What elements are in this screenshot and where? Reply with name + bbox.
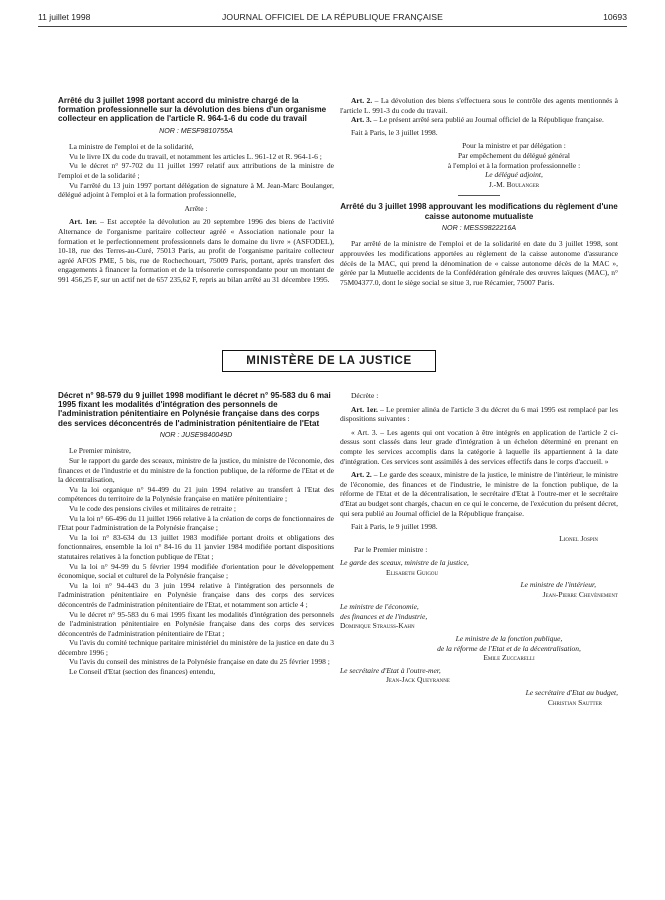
signatory-role: Le ministre de l'économie, [340,602,419,612]
nor-reference [340,224,618,234]
signatory-role: Le secrétaire d'Etat au budget, [525,688,618,698]
signature-budget [340,688,618,707]
fait-a-paris: Fait à Paris, le 9 juillet 1998. [351,522,438,532]
visa-paragraph: Vu la loi n° 83-634 du 13 juillet 1983 modifiée portant droits et obligations des fonctionnaires, ensemble la loi n° 84-16 du 11 janvier 1984 modifiée portant dispositions statutaires relatives à la fonction publique de l'Etat ; [58,532,334,561]
header-page-number: 10693 [603,12,627,22]
signatory-role: Le secrétaire d'Etat à l'outre-mer, [340,665,441,675]
visa-paragraph: Le Conseil d'Etat (section des finances) entendu, [69,667,216,677]
section-divider [458,195,500,196]
nor-text: NOR : MESF9810755A [159,126,233,135]
signatory-name: J.-M. Boulanger [488,179,540,189]
visa-paragraph: Vu le décret n° 95-583 du 6 mai 1995 fixant les modalités d'intégration des personnels de l'administration pénitentiaire en Polynésie française dans des corps des services déconcentrés de l'administration pénitentiaire de l'Etat ; [58,609,334,638]
article-1 [340,405,618,424]
article-text: – La dévolution des biens s'effectuera sous le contrôle des agents mentionnés à l'article L. 991-3 du code du travail. [340,96,618,115]
article-label: Art. 1er. [69,217,97,227]
signature-block [340,141,618,189]
signature-interieur [340,580,618,599]
nor-text: NOR : MESS9822216A [441,223,517,232]
visa-paragraph: Vu l'avis du conseil des ministres de la Polynésie française en date du 25 février 1998 ; [69,657,330,667]
nor-text: NOR : JUSE9840049D [159,430,233,439]
nor-reference [58,127,334,137]
signature-economie [340,602,618,631]
arrete-dévolution-title: Arrêté du 3 juillet 1998 portant accord du ministre chargé de la formation professionnelle sur la dévolution des biens d'un organisme collecteur en application de l'article R. 964-1-6 du code du travail [58,96,327,124]
signature-line: à l'emploi et à la formation professionnelle : [447,160,581,170]
header-journal-title: JOURNAL OFFICIEL DE LA RÉPUBLIQUE FRANÇAISE [222,12,443,22]
signatory-role: Le garde des sceaux, ministre de la justice, [340,557,469,567]
visa-paragraph: Vu la loi n° 94-443 du 3 juin 1994 relative à l'intégration des personnels de l'administration pénitentiaire en Polynésie française dans des corps des services déconcentrés de l'administration pénitentiaire de l'Etat, et notamment son article 4 ; [58,580,334,609]
arrete-caisse-title: Arrêté du 3 juillet 1998 approuvant les modifications du règlement d'une caisse autonome mutualiste [340,202,618,221]
signatory-role: Le ministre de la fonction publique, [455,634,563,644]
visa-paragraph: Vu le décret n° 97-702 du 11 juillet 1997 relatif aux attributions de la ministre de l'emploi et de la solidarité ; [58,161,334,180]
ministry-heading-box: MINISTÈRE DE LA JUSTICE [222,350,436,372]
article-label: Art. 2. [351,96,373,105]
signatory-name: Christian Sautter [547,697,602,707]
visa-paragraph: Sur le rapport du garde des sceaux, ministre de la justice, du ministre de l'économie, des finances et de l'industrie et du ministre de la fonction publique, de la réforme de l'Etat et de la décentralisation, [58,456,334,485]
article-text: – Est acceptée la dévolution au 20 septembre 1996 des biens de l'activité Alternance de l'organisme paritaire collecteur agréé « Association nationale pour la formation et le perfectionnement professionnels dans le domaine du livre » (ASFODEL), 10-18, rue des Terres-au-Curé, 75013 Paris, au profit de l'organisme paritaire collecteur agréé AFOS PME, 5 bis, rue de Rochechouart, 75009 Paris, portant, après transfert des engagements à financer la formation et de la trésorerie correspondante pour un montant de 991 456,25 F, sur un actif net de 657 235,62 F, repris au bilan arrêté au 31 décembre 1995. [58,217,334,284]
page-header [38,12,627,26]
signature-fonction-publique [340,634,618,663]
visa-paragraph: Vu l'arrêté du 13 juin 1997 portant délégation de signature à M. Jean-Marc Boulanger, délégué adjoint à l'emploi et à la formation professionnelle, [58,180,334,200]
article-label: Art. 2. [351,470,372,480]
article-text: – Le garde des sceaux, ministre de la justice, le ministre de l'intérieur, le ministre de l'économie, des finances et de l'industrie, le ministre de la fonction publique, de la réforme de l'Etat et de la décentralisation, le secrétaire d'Etat à l'outre-mer et le secrétaire d'Etat au budget sont chargés, chacun en ce qui le concerne, de l'exécution du présent décret, qui sera publié au Journal officiel de la République française. [340,470,618,518]
visa-paragraph: Vu la loi organique n° 94-499 du 21 juin 1994 relative au transfert à l'Etat des compétences du territoire de la Polynésie française en matière pénitentiaire ; [58,484,334,504]
left-top-column [58,96,334,285]
signatory-role: de la réforme de l'Etat et de la décentralisation, [437,643,581,653]
right-top-column [340,96,618,287]
decrete-label: Décrète : [351,391,379,400]
arrete-label: Arrête : [184,203,208,213]
visa-paragraph: Le Premier ministre, [69,446,131,456]
par-premier-ministre: Par le Premier ministre : [354,545,428,555]
arrete-summary: Par arrêté de la ministre de l'emploi et de la solidarité en date du 3 juillet 1998, sont approuvées les modifications apportées au règlement de la caisse autonome d'assurance décès de la MAC, qui prend la dénomination de « caisse autonome décès de la MAC », gérée par la Mutuelle accidents de la Confédération générale des œuvres laïques (MAC), n° 75M04377.0, dont le siège social se situe 3, rue Récamier, 75007 Paris. [340,239,618,287]
visa-paragraph: La ministre de l'emploi et de la solidarité, [69,142,194,152]
article-1 [58,217,334,284]
article-2 [340,96,618,115]
signatory-role: Le ministre de l'intérieur, [520,580,596,590]
article-2 [340,470,618,518]
article-label: Art. 3. [351,115,372,125]
visa-paragraph: Vu la loi n° 94-99 du 5 février 1994 modifiée d'orientation pour le développement économique, social et culturel de la Polynésie française ; [58,561,334,581]
signatory-name: Dominique Strauss-Kahn [340,621,415,631]
header-rule [38,26,627,27]
visa-paragraph: Vu la loi n° 66-496 du 11 juillet 1966 relative à la création de corps de fonctionnaires de l'Etat pour l'administration de la Polynésie française ; [58,513,334,533]
decret-title: Décret n° 98-579 du 9 juillet 1998 modifiant le décret n° 95-583 du 6 mai 1995 fixant les modalités d'intégration des personnels de l'administration pénitentiaire en Polynésie française dans des corps des services déconcentrés de l'administration pénitentiaire de l'Etat [58,391,331,428]
fait-a-paris: Fait à Paris, le 3 juillet 1998. [351,127,438,137]
article-text: – Le présent arrêté sera publié au Journal officiel de la République française. [371,115,604,125]
signature-line: Par empêchement du délégué général [457,150,571,160]
signatory-name: Elisabeth Guigou [386,567,439,577]
article-3-quote: « Art. 3. – Les agents qui ont vocation à être intégrés en application de l'article 2 ci-dessus sont classés dans leur grade d'intégration à un échelon déterminé en prenant en compte les services accomplis dans la catégorie à laquelle ils appartiennent à la date d'intégration. Ces services sont assimilés à des services effectifs dans le corps d'accueil. » [340,427,618,466]
article-text: – Le premier alinéa de l'article 3 du décret du 6 mai 1995 est remplacé par les dispositions suivantes : [340,404,618,424]
header-date: 11 juillet 1998 [38,12,91,22]
left-bottom-column [58,391,334,677]
signatory-name: Jean-Pierre Chevènement [542,589,618,599]
signature-line: Le délégué adjoint, [485,170,543,180]
visa-paragraph: Vu le code des pensions civiles et militaires de retraite ; [69,503,236,513]
signatory-name: Emile Zuccarelli [483,653,535,663]
nor-reference [58,431,334,441]
visa-paragraph: Vu le livre IX du code du travail, et notamment les articles L. 961-12 et R. 964-1-6 ; [69,151,322,161]
signatory-name: Jean-Jack Queyranne [386,675,450,685]
right-bottom-column [340,391,618,707]
signature-justice [340,558,618,577]
article-3 [340,115,618,125]
prime-minister-name: Lionel Jospin [559,533,598,543]
signatory-role: des finances et de l'industrie, [340,611,428,621]
signature-line: Pour la ministre et par délégation : [462,141,566,151]
visa-paragraph: Vu l'avis du comité technique paritaire ministériel du ministère de la justice en date du 3 décembre 1996 ; [58,638,334,657]
article-label: Art. 1er. [351,404,378,414]
signature-outre-mer [340,666,618,685]
